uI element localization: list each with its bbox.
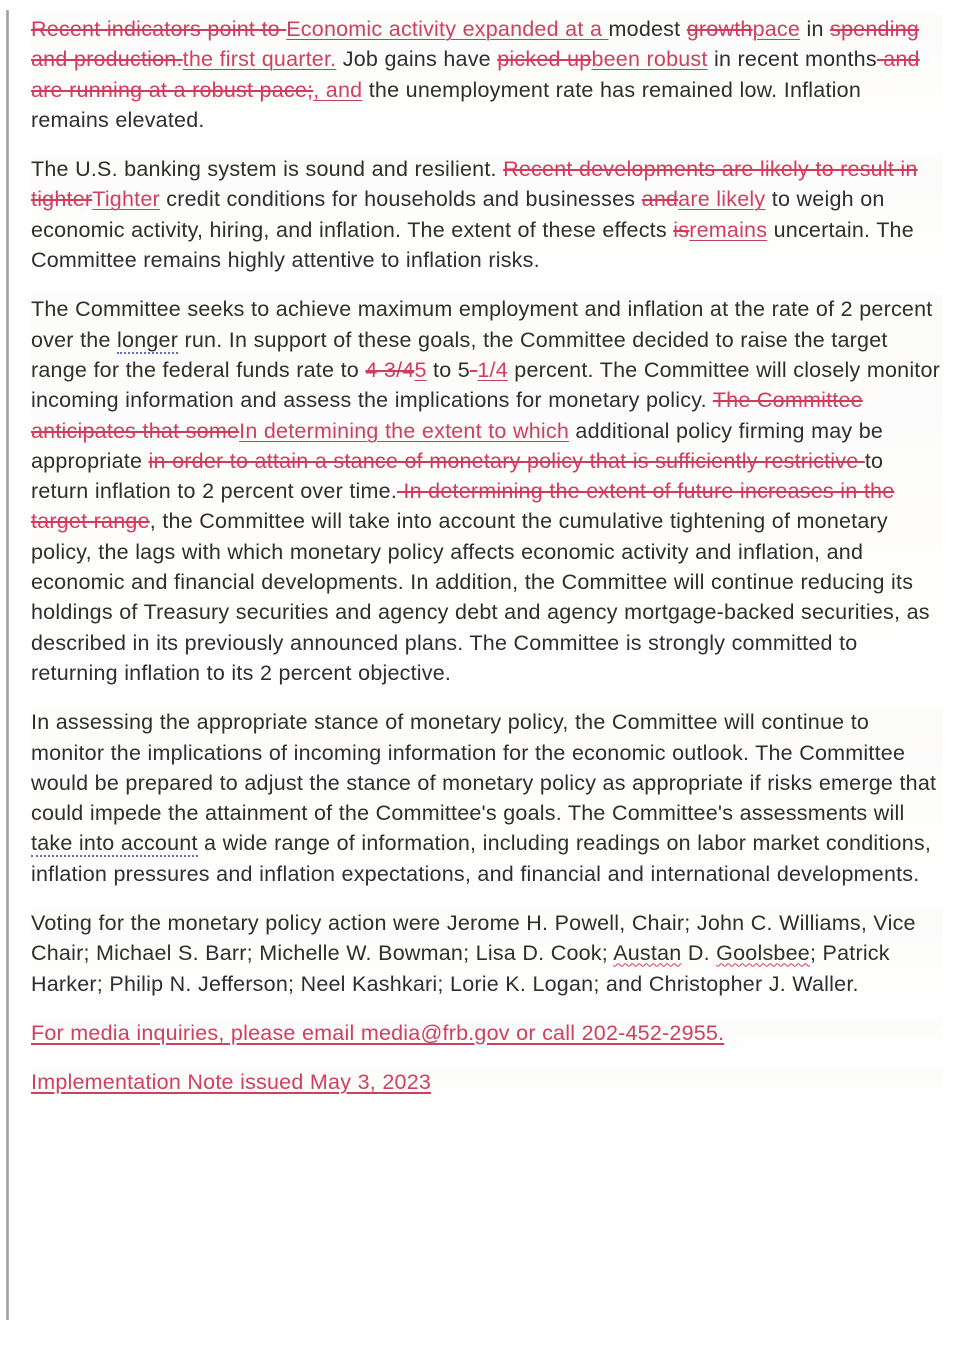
text-run: to return inflation to 2 percent over time. <box>31 448 884 504</box>
text-run: Voting for the monetary policy action were Jerome H. Powell, Chair; John C. Williams, Vice Chair; Michael S. Barr; Michelle W. Bowman; Lisa D. Cook; <box>31 911 916 966</box>
deleted-text-run: Recent developments are likely to result in tighter <box>31 157 918 212</box>
inserted-text-run: Economic activity expanded at a <box>286 17 609 41</box>
inserted-text-run: Tighter <box>92 187 160 212</box>
deleted-text-run: and are running at a robust pace; <box>31 47 920 102</box>
document-body <box>31 14 943 1098</box>
text-run: the unemployment rate has remained low. Inflation remains elevated. <box>31 77 861 132</box>
paragraph-p4 <box>31 707 943 889</box>
text-run: credit conditions for households and businesses <box>159 187 642 212</box>
text-run: uncertain. The Committee remains highly attentive to inflation risks. <box>31 217 914 273</box>
paragraph-p6 <box>31 1018 943 1048</box>
inserted-text-run: , and <box>313 77 363 102</box>
text-run: The Committee seeks to achieve maximum employment and inflation at the rate of 2 percent over the <box>31 297 933 352</box>
inserted-text-run: In determining the extent to which <box>239 418 570 443</box>
text-run: in recent months <box>707 47 877 72</box>
deleted-text-run: in order to attain a stance of monetary policy that is sufficiently restrictive <box>148 448 865 473</box>
text-run: D. <box>681 941 717 966</box>
deleted-text-run: 4 3/4 <box>365 357 415 382</box>
deleted-text-run: spending and production. <box>31 17 920 72</box>
paragraph-p3 <box>31 294 943 688</box>
inserted-text-run: the first quarter. <box>182 47 337 72</box>
inserted-text-run: 5 <box>414 357 427 382</box>
inserted-text-run: 1/4 <box>477 357 508 382</box>
text-run: In assessing the appropriate stance of monetary policy, the Committee will continue to monitor the implications of incoming information for the economic outlook. The Committee would be prepared to adjust the stance of monetary policy as appropriate if risks emerge that could impede the attainment of the Committee's goals. The Committee's assessments will <box>31 710 937 826</box>
grammarcheck-flagged-phrase[interactable]: longer <box>117 327 179 352</box>
deleted-text-run: is <box>673 217 690 242</box>
text-run: in <box>800 17 831 41</box>
inserted-text-run: remains <box>689 217 768 242</box>
deleted-text-run: picked up <box>497 47 592 72</box>
deleted-text-run: The Committee anticipates that some <box>31 388 863 443</box>
spellcheck-flagged-word[interactable]: Austan <box>613 941 682 966</box>
paragraph-p5 <box>31 908 943 999</box>
paragraph-p1 <box>31 14 943 135</box>
deleted-text-run: growth <box>686 17 753 41</box>
inserted-text-run: For media inquiries, please email media@frb.gov or call 202-452-2955. <box>31 1020 725 1045</box>
deleted-text-run: In determining the extent of future increases in the target range <box>31 479 895 534</box>
paragraph-p7 <box>31 1067 943 1097</box>
grammarcheck-flagged-phrase[interactable]: take into account <box>31 831 198 856</box>
text-run: additional policy firming may be appropriate <box>31 418 884 473</box>
deleted-text-run: Recent indicators point to <box>31 17 287 41</box>
text-run: percent. The Committee will closely monitor incoming information and assess the implications for monetary policy. <box>31 357 941 413</box>
revision-change-bar <box>6 10 9 1320</box>
inserted-text-run: been robust <box>591 47 708 72</box>
inserted-text-run: pace <box>752 17 801 41</box>
paragraph-p2 <box>31 154 943 275</box>
text-run: to weigh on economic activity, hiring, and inflation. The extent of these effects <box>31 187 885 242</box>
text-run: ; Patrick Harker; Philip N. Jefferson; Neel Kashkari; Lorie K. Logan; and Christopher J. Waller. <box>31 941 890 996</box>
text-run: a wide range of information, including readings on labor market conditions, inflation pressures and inflation expectations, and financial and international developments. <box>31 831 932 886</box>
text-run: Job gains have <box>336 47 498 72</box>
inserted-text-run: Implementation Note issued May 3, 2023 <box>31 1070 432 1095</box>
text-run: modest <box>608 17 687 41</box>
deleted-text-run: - <box>469 357 478 382</box>
text-run: The U.S. banking system is sound and resilient. <box>31 157 504 182</box>
text-run: to 5 <box>426 357 470 382</box>
text-run: , the Committee will take into account the cumulative tightening of monetary policy, the lags with which monetary policy affects economic activity and inflation, and economic and financial developments. In addition, the Committee will continue reducing its holdings of Treasury securities and agency debt and agency mortgage-backed securities, as described in its previously announced plans. The Committee is strongly committed to returning inflation to its 2 percent objective. <box>31 509 930 685</box>
inserted-text-run: are likely <box>678 187 766 212</box>
deleted-text-run: and <box>641 187 679 212</box>
spellcheck-flagged-word[interactable]: Goolsbee <box>716 941 810 966</box>
text-run: run. In support of these goals, the Committee decided to raise the target range for the federal funds rate to <box>31 327 888 382</box>
